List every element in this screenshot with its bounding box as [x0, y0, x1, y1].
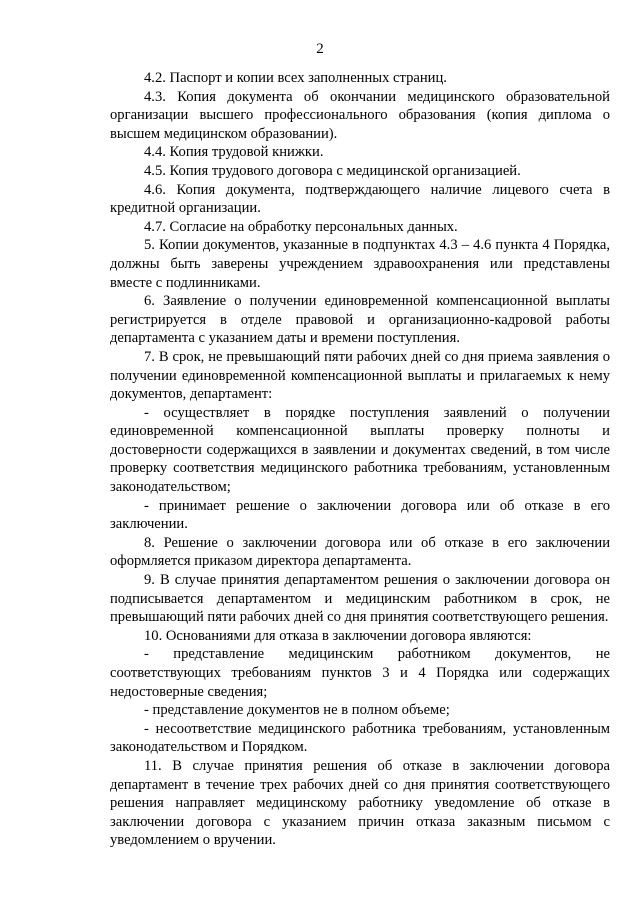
list-item-nonconformity: - несоответствие медицинского работника требованиям, установленным законодательством и Порядком.: [110, 720, 610, 756]
paragraph-4-2: 4.2. Паспорт и копии всех заполненных страниц.: [144, 70, 447, 86]
paragraph-4-4: 4.4. Копия трудовой книжки.: [144, 144, 324, 161]
document-body: [110, 69, 610, 850]
list-item-verification: - осуществляет в порядке поступления заявлений о получении единовременной компенсационной выплаты проверку полноты и достоверности содержащихся в заявлении и документах сведений, в том числе проверку соответствия медицинского работника требованиям, установленным законодательством;: [110, 404, 610, 496]
page-number: 2: [316, 41, 324, 57]
paragraph-6: 6. Заявление о получении единовременной компенсационной выплаты регистрируется в отделе правовой и организационно-кадровой работы департамента с указанием даты и времени поступления.: [110, 293, 610, 347]
paragraph-4-7: 4.7. Согласие на обработку персональных данных.: [144, 218, 458, 235]
paragraph-10: 10. Основаниями для отказа в заключении договора являются:: [144, 627, 532, 644]
paragraph-7: 7. В срок, не превышающий пяти рабочих дней со дня приема заявления о получении единовременной компенсационной выплаты и прилагаемых к нему документов, департамент:: [110, 348, 610, 403]
list-item-invalid-documents: - представление медицинским работником документов, не соответствующих требованиям пунктов 3 и 4 Порядка или содержащих недостоверные сведения;: [110, 646, 610, 700]
paragraph-4-6: 4.6. Копия документа, подтверждающего наличие лицевого счета в кредитной организации.: [110, 181, 610, 217]
list-item-decision: - принимает решение о заключении договора или об отказе в его заключении.: [110, 497, 610, 533]
list-item-incomplete-documents: - представление документов не в полном объеме;: [144, 702, 450, 719]
paragraph-8: 8. Решение о заключении договора или об отказе в его заключении оформляется приказом директора департамента.: [110, 534, 610, 570]
paragraph-9: 9. В случае принятия департаментом решения о заключении договора он подписывается департаментом и медицинским работником в срок, не превышающий пяти рабочих дней со дня принятия соответствующего решения.: [110, 572, 610, 626]
paragraph-4-5: 4.5. Копия трудового договора с медицинской организацией.: [144, 162, 521, 179]
paragraph-4-3: 4.3. Копия документа об окончании медицинского образовательной организации высшего профессионального образования (копия диплома о высшем медицинском образовании).: [110, 88, 610, 142]
paragraph-5: 5. Копии документов, указанные в подпунктах 4.3 – 4.6 пункта 4 Порядка, должны быть заверены учреждением здравоохранения или представлены вместе с подлинниками.: [110, 237, 610, 291]
paragraph-11: 11. В случае принятия решения об отказе в заключении договора департамент в течение трех рабочих дней со дня принятия соответствующего решения направляет медицинскому работнику уведомление об отказе в заключении договора с указанием причин отказа заказным письмом с уведомлением о вручении.: [110, 757, 610, 849]
